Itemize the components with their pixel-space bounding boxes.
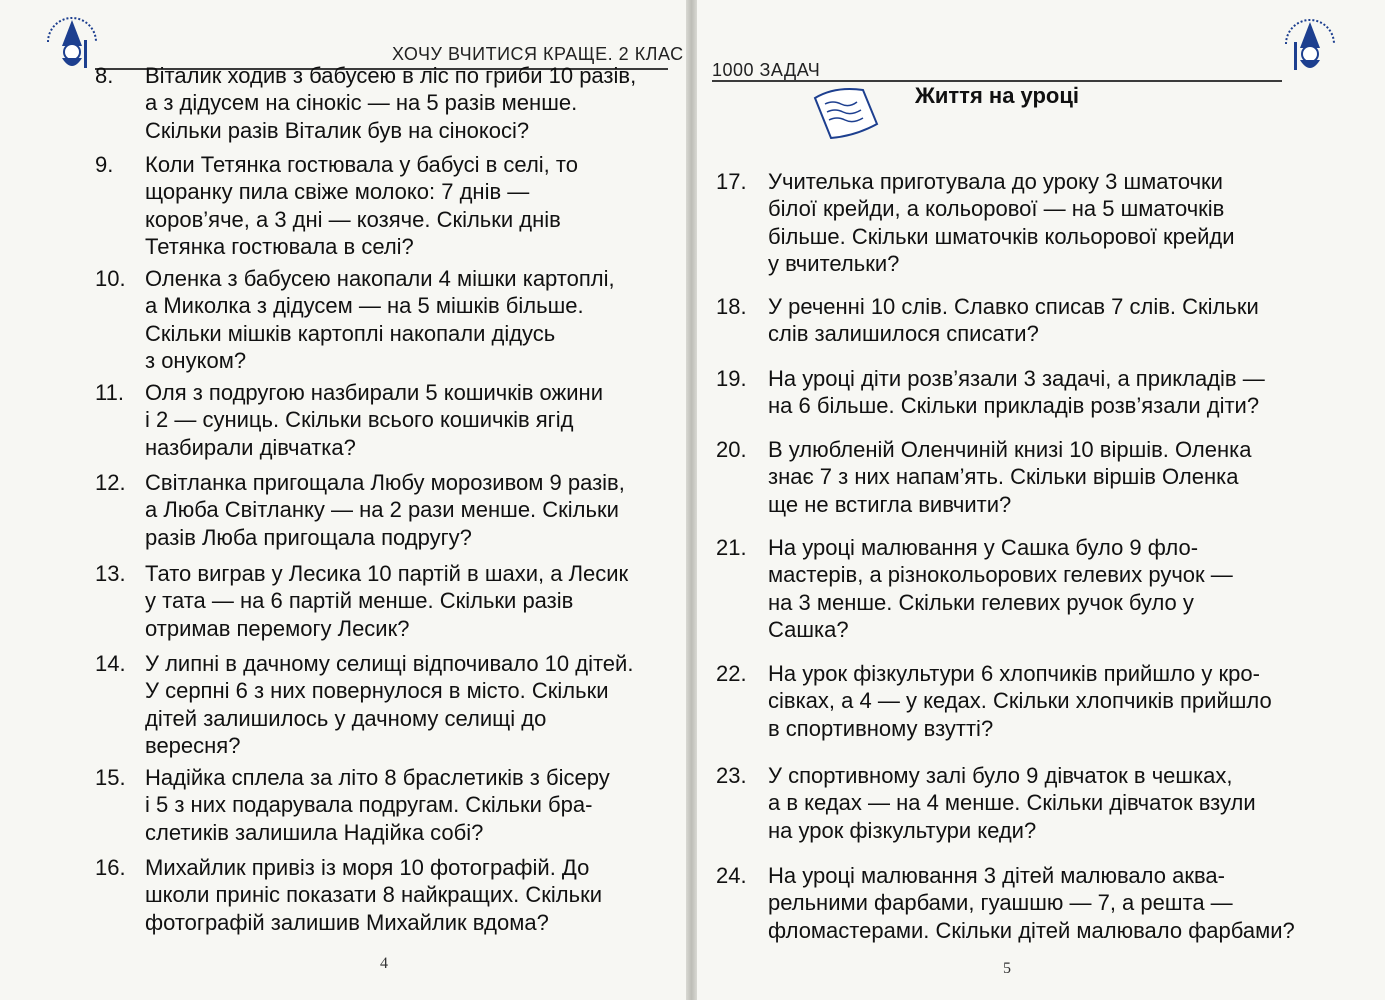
problem-text-line: знає 7 з них напам’ять. Скільки віршів Оленка — [768, 464, 1239, 490]
problem-number: 13. — [95, 561, 126, 586]
left-page-number: 4 — [380, 955, 388, 972]
problem-text-line: фотографій залишив Михайлик вдома? — [145, 909, 549, 935]
problem-number: 14. — [95, 651, 126, 676]
problem-text-line: Михайлик привіз із моря 10 фотографій. До — [145, 855, 590, 880]
problem-number: 15. — [95, 765, 126, 790]
problem-text-line: слів залишилося списати? — [768, 321, 1039, 347]
problem-text-line: вересня? — [145, 732, 241, 758]
problem-text-line: Тато виграв у Лесика 10 партій в шахи, а Лесик — [145, 561, 629, 586]
problem-number: 23. — [716, 763, 747, 788]
problem-text-line: На уроці діти розв’язали 3 задачі, а прикладів — — [768, 366, 1265, 391]
problem-text-line: У реченні 10 слів. Славко списав 7 слів. Скільки — [768, 294, 1259, 319]
problem-text-line: назбирали дівчатка? — [145, 434, 356, 460]
problem-text-line: білої крейди, а кольорової — на 5 шматочків — [768, 196, 1225, 222]
problem-text-line: На уроці малювання у Сашка було 9 фло- — [768, 535, 1199, 560]
problem-text-line: коров’яче, а 3 дні — козяче. Скільки днів — [145, 206, 561, 232]
problem-text-line: Скільки разів Віталик був на сінокосі? — [145, 117, 530, 143]
problem-text-line: Тетянка гостювала в селі? — [145, 233, 414, 259]
problem-text-line: Оля з подругою назбирали 5 кошичків ожини — [145, 380, 603, 405]
problem-text-line: Коли Тетянка гостювала у бабусі в селі, то — [145, 152, 578, 177]
problem-text-line: На урок фізкультури 6 хлопчиків прийшло у кро- — [768, 661, 1260, 686]
problem-text-line: слетиків залишила Надійка собі? — [145, 819, 484, 845]
problem-number: 11. — [95, 380, 124, 405]
problem-text-line: а Миколка з дідусем — на 5 мішків більше. — [145, 293, 584, 319]
problem-number: 9. — [95, 152, 114, 177]
problem-number: 17. — [716, 169, 747, 194]
problem-text-line: у вчительки? — [768, 250, 900, 276]
wizard-logo-icon — [1278, 14, 1342, 78]
problem-text-line: мастерів, а різнокольорових гелевих ручок — — [768, 562, 1233, 588]
problem-number: 10. — [95, 266, 126, 291]
problem-number: 19. — [716, 366, 747, 391]
problem-number: 22. — [716, 661, 747, 686]
problem-text-line: Оленка з бабусею накопали 4 мішки картоплі, — [145, 266, 615, 291]
problem-number: 20. — [716, 437, 747, 462]
problem-text-line: Учителька приготувала до уроку 3 шматочки — [768, 169, 1223, 194]
problem-text-line: Скільки мішків картоплі накопали дідусь — [145, 320, 556, 346]
problem-number: 16. — [95, 855, 126, 880]
problem-text-line: сівках, а 4 — у кедах. Скільки хлопчиків прийшло — [768, 688, 1272, 714]
problem-text-line: Світланка пригощала Любу морозивом 9 разів, — [145, 470, 625, 495]
problem-text-line: і 2 — суниць. Скільки всього кошичків ягід — [145, 407, 574, 433]
problem-text-line: дітей залишилось у дачному селищі до — [145, 705, 547, 731]
problem-text-line: щоранку пила свіже молоко: 7 днів — — [145, 179, 530, 205]
right-page-number: 5 — [1003, 960, 1011, 977]
problem-text-line: на 3 менше. Скільки гелевих ручок було у — [768, 589, 1194, 615]
problem-number: 8. — [95, 63, 114, 88]
problem-text-line: школи приніс показати 8 найкращих. Скільки — [145, 882, 603, 908]
problem-text-line: Сашка? — [768, 616, 849, 642]
problem-number: 21. — [716, 535, 747, 560]
problem-text-line: а в кедах — на 4 менше. Скільки дівчаток взули — [768, 790, 1256, 816]
problem-number: 18. — [716, 294, 747, 319]
right-header-rule — [712, 80, 1282, 82]
problem-text-line: фломастерами. Скільки дітей малювало фарбами? — [768, 917, 1295, 943]
problem-text-line: більше. Скільки шматочків кольорової крейди — [768, 223, 1235, 249]
problem-text-line: ще не встигла вивчити? — [768, 491, 1012, 517]
problem-text-line: разів Люба пригощала подругу? — [145, 524, 472, 550]
problem-text-line: на урок фізкультури кеди? — [768, 817, 1037, 843]
problem-text-line: з онуком? — [145, 347, 247, 373]
scroll-icon — [805, 80, 885, 150]
problem-number: 12. — [95, 470, 126, 495]
problem-number: 24. — [716, 863, 747, 888]
problem-text-line: у тата — на 6 партій менше. Скільки разів — [145, 588, 574, 614]
problem-text-line: а Люба Світланку — на 2 рази менше. Скільки — [145, 497, 619, 523]
problem-text-line: Віталик ходив з бабусею в ліс по гриби 10 разів, — [145, 63, 637, 88]
section-title: Життя на уроці — [915, 83, 1080, 108]
left-page-header: ХОЧУ ВЧИТИСЯ КРАЩЕ. 2 КЛАС — [392, 44, 684, 64]
problem-text-line: У серпні 6 з них повернулося в місто. Скільки — [145, 678, 609, 704]
problem-text-line: В улюбленій Оленчиній книзі 10 віршів. Оленка — [768, 437, 1252, 462]
problem-text-line: на 6 більше. Скільки прикладів розв’язали діти? — [768, 393, 1260, 419]
problem-text-line: і 5 з них подарувала подругам. Скільки бра- — [145, 792, 593, 818]
problem-text-line: У спортивному залі було 9 дівчаток в чешках, — [768, 763, 1233, 788]
problem-text-line: На уроці малювання 3 дітей малювало аква- — [768, 863, 1225, 888]
problem-text-line: рельними фарбами, гуашшю — 7, а решта — — [768, 890, 1233, 916]
problem-text-line: У липні в дачному селищі відпочивало 10 дітей. — [145, 651, 634, 676]
right-page-header: 1000 ЗАДАЧ — [712, 60, 821, 80]
problem-text-line: отримав перемогу Лесик? — [145, 615, 410, 641]
book-gutter — [686, 0, 697, 1000]
problem-text-line: в спортивному взутті? — [768, 715, 994, 741]
problem-text-line: Надійка сплела за літо 8 браслетиків з бісеру — [145, 765, 610, 790]
problem-text-line: а з дідусем на сінокіс — на 5 разів менше. — [145, 90, 578, 116]
